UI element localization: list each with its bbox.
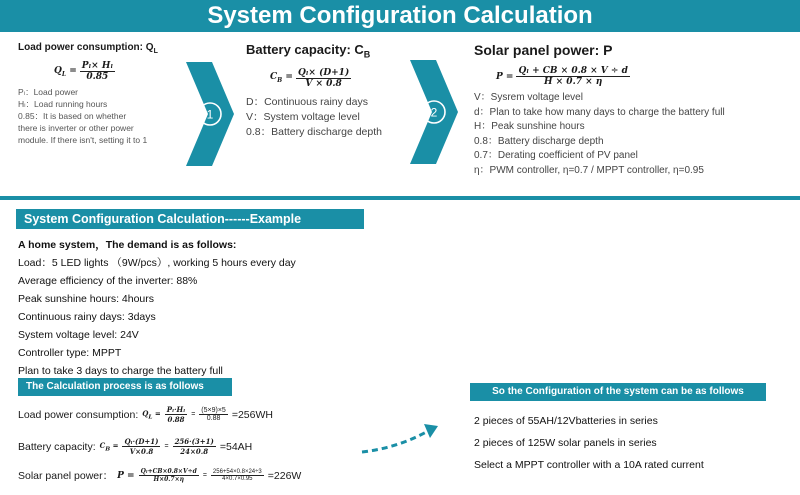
demand-line: Plan to take 3 days to charge the battery full (18, 365, 223, 377)
calc-load-result: =256WH (231, 408, 273, 421)
step-1-chevron-icon (182, 58, 238, 170)
calc-load-label: Load power consumption: (18, 408, 139, 421)
solar-formula-num: Qₗ + CB × 0.8 × V ÷ d (518, 66, 628, 76)
load-note: there is inverter or other power (18, 123, 134, 133)
calc-battery-result: =54AH (219, 440, 253, 453)
battery-def: 0.8：Battery discharge depth (246, 125, 382, 138)
solar-def: 0.8：Battery discharge depth (474, 135, 604, 147)
battery-heading (246, 42, 416, 60)
solar-def: H：Peak sunshine hours (474, 121, 585, 132)
calc-battery-row: Battery capacity: $C_B$ = $\frac{\text{Qₗ·(D+1)}}{V\times 0.8}$ = $\frac{256\cdot(3+1)}{24\times 0.8}$ =54AH (18, 437, 253, 456)
calc-solar-result: =226W (267, 469, 302, 482)
demand-line: Continuous rainy days: 3days (18, 311, 156, 323)
load-notes (18, 86, 198, 146)
solar-def: d：Plan to take how many days to charge the battery full (474, 106, 725, 118)
example-title: System Configuration Calculation------Example (16, 209, 364, 229)
config-title: So the Configuration of the system can be as follows (470, 383, 766, 401)
load-formula-den: 0.85 (86, 72, 109, 82)
demand-lead: A home system，The demand is as follows: (18, 239, 237, 251)
demand-line: Controller type: MPPT (18, 347, 122, 359)
load-formula-lhs-sub: L (61, 70, 67, 78)
load-formula: $Q_L$ = $\frac{\text{Pₗ× Hₗ}}{0.85}$ (54, 61, 113, 82)
battery-heading-sub: B (363, 49, 371, 60)
load-power-section (18, 42, 198, 146)
load-note: 0.85：It is based on whether (18, 111, 127, 121)
solar-defs (474, 91, 794, 178)
battery-formula-lhs: C (270, 72, 278, 83)
battery-formula-lhs-sub: B (277, 76, 283, 84)
battery-formula-den: V × 0.8 (305, 78, 342, 89)
calc-load-f2-num: (5×9)×5 (201, 407, 226, 414)
page-banner: System Configuration Calculation (0, 0, 800, 32)
section-divider (0, 196, 800, 200)
demand-list (18, 236, 296, 380)
solar-formula-den: H × 0.7 × η (544, 77, 603, 87)
battery-def: V：System voltage level (246, 110, 360, 123)
config-item: 2 pieces of 125W solar panels in series (474, 437, 657, 449)
dashed-arrow-icon (358, 418, 442, 458)
calc-load-f1-num: Pₗ·Hₗ (166, 405, 186, 414)
load-formula-lhs: Q (54, 65, 62, 76)
solar-def: η：PWM controller, η=0.7 / MPPT controller, η=0.95 (474, 164, 704, 176)
solar-section (474, 42, 794, 178)
load-heading-sub: L (153, 48, 158, 55)
battery-formula: $C_B$ = $\frac{\text{Qₗ× (D+1)}}{V \times 0.8}$ (270, 67, 350, 89)
load-note: module. If there isn't, setting it to 1 (18, 135, 148, 145)
calc-solar-f1-den: H×0.7×η (153, 476, 184, 483)
step-2-chevron-icon (406, 56, 462, 168)
demand-line: Peak sunshine hours: 4hours (18, 293, 155, 305)
config-item: Select a MPPT controller with a 10A rated current (474, 459, 704, 471)
process-title: The Calculation process is as follows (18, 378, 232, 396)
load-note: Hₗ：Load running hours (18, 99, 108, 109)
solar-formula-lhs: P (496, 71, 503, 82)
calc-battery-label: Battery capacity: (18, 440, 96, 453)
calc-battery-f1-num: Qₗ·(D+1) (124, 437, 159, 446)
load-heading (18, 42, 198, 55)
demand-line: System voltage level: 24V (18, 329, 139, 341)
load-note: Pₗ：Load power (18, 87, 79, 97)
calc-load-row: Load power consumption: $Q_L$ = $\frac{\text{Pₗ·Hₗ}}{0.88}$ = $\frac{(5\times 9)\times 5}{0.88}$ =256WH (18, 405, 273, 424)
calc-battery-f1-den: V×0.8 (129, 447, 154, 456)
load-formula-num: Pₗ× Hₗ (81, 61, 113, 71)
step-2-label: 2 (430, 105, 438, 120)
config-item: 2 pieces of 55AH/12Vbatteries in series (474, 415, 658, 427)
battery-section (246, 42, 416, 140)
calc-solar-row: Solar panel power： P = $\frac{\text{Qₗ+CB×0.8×V÷d}}{H\times 0.7\times\eta}$ = $\frac{256+54\times 0.8\times 24\div 3}{4\times 0.7\times 0.95}$ =226W (18, 468, 302, 483)
calc-load-f2-den: 0.88 (206, 415, 221, 422)
solar-def: V：Sysrem voltage level (474, 92, 583, 103)
battery-defs (246, 95, 416, 140)
config-list (474, 410, 704, 476)
demand-line: Average efficiency of the inverter: 88% (18, 275, 198, 287)
step-1-label: 1 (206, 107, 214, 122)
calc-solar-f2-den: 4×0.7×0.95 (222, 476, 253, 482)
solar-def: 0.7：Derating coefficient of PV panel (474, 150, 638, 161)
calc-load-f1-den: 0.88 (167, 415, 185, 424)
calc-battery-f2-num: 256·(3+1) (174, 437, 214, 446)
solar-formula: P = $\frac{\text{Qₗ + CB × 0.8 × V ÷ d}}{H \times 0.7 \times \eta}$ (496, 66, 628, 87)
battery-formula-num: Qₗ× (D+1) (297, 67, 350, 78)
calc-battery-f2-den: 24×0.8 (180, 447, 209, 456)
calc-solar-f2-num: 256+54×0.8×24÷3 (212, 469, 262, 475)
calc-solar-label: Solar panel power： (18, 470, 114, 482)
calc-solar-f1-num: Qₗ+CB×0.8×V÷d (140, 468, 197, 475)
battery-heading-text: Battery capacity: C (246, 42, 364, 57)
solar-heading: Solar panel power: P (474, 42, 613, 58)
demand-line: Load：5 LED lights （9W/pcs）, working 5 hours every day (18, 257, 296, 269)
load-heading-text: Load power consumption: Q (18, 42, 154, 53)
battery-def: D：Continuous rainy days (246, 95, 368, 108)
